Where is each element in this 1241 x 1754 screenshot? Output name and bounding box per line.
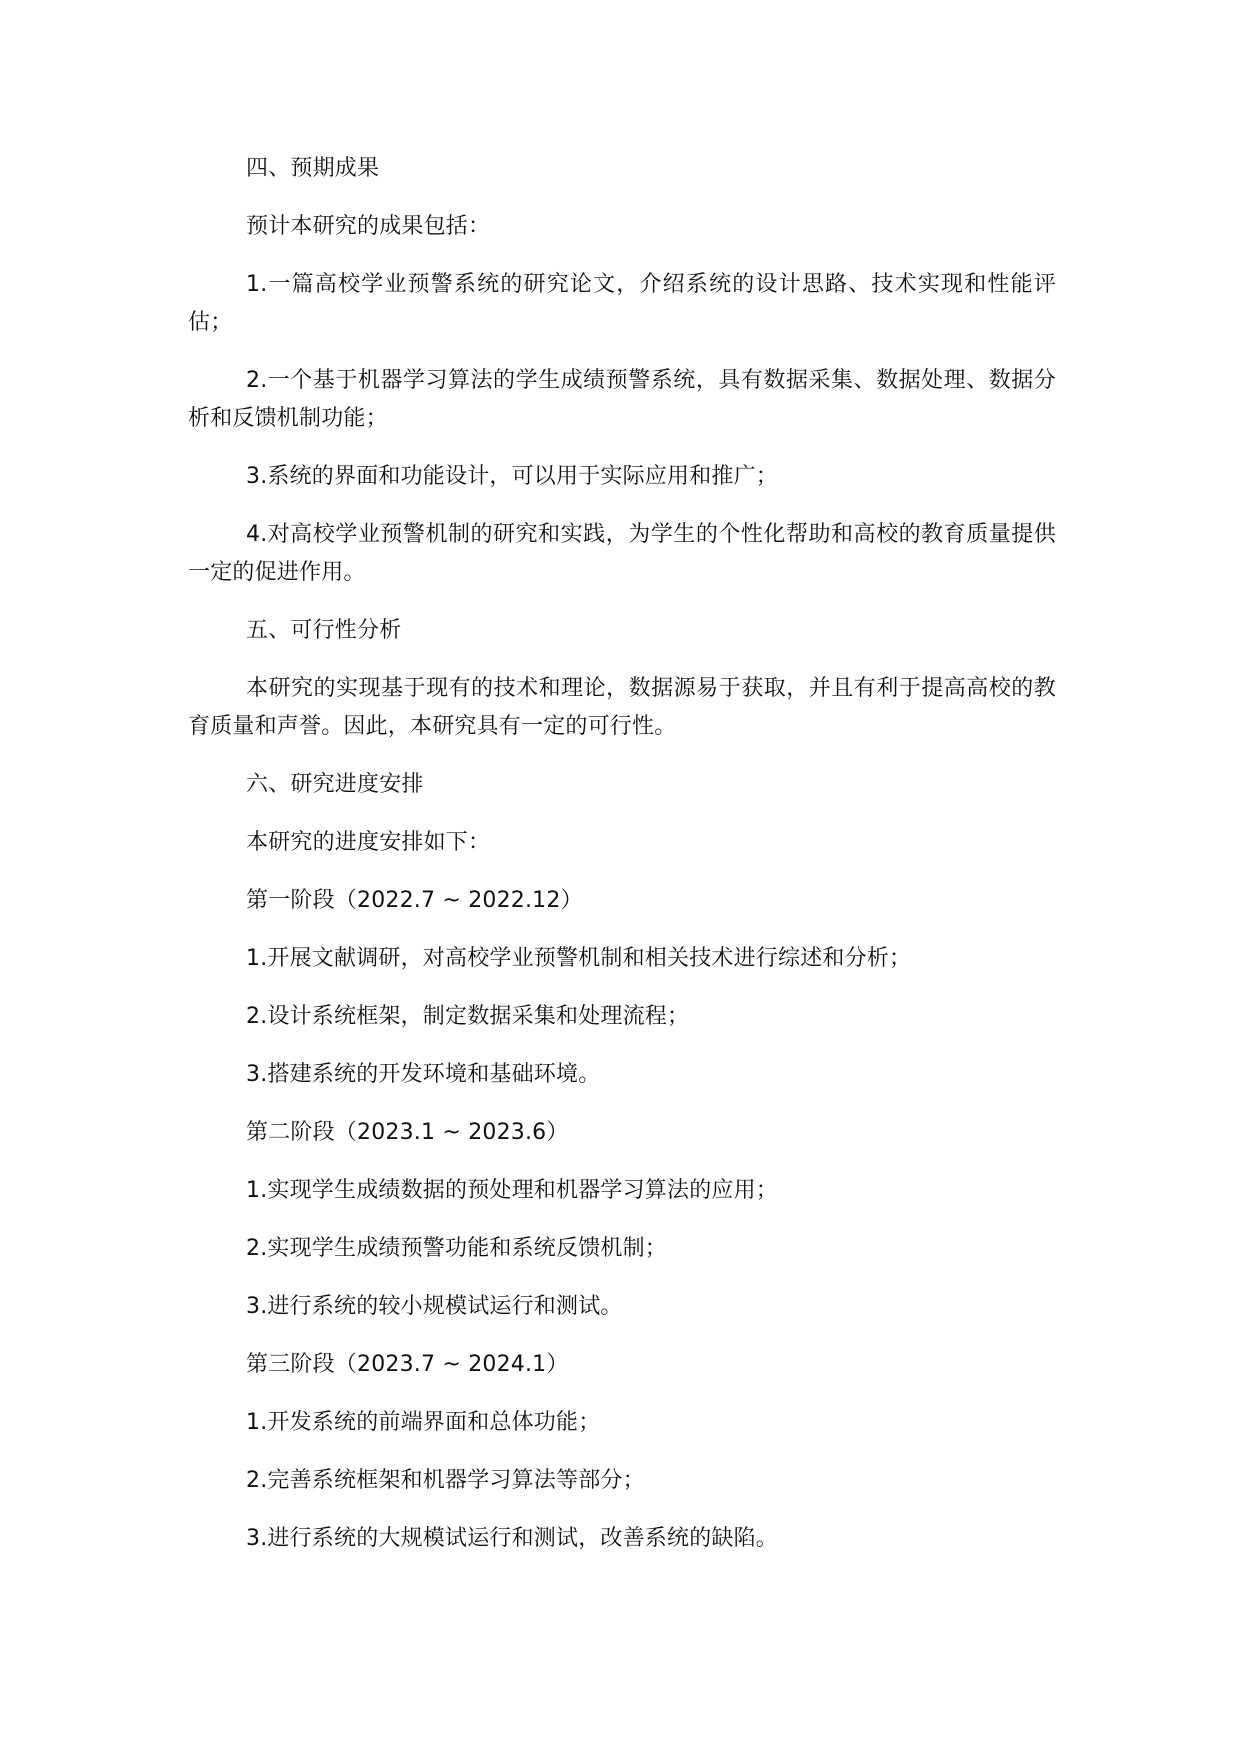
list-item: 1.开展文献调研，对高校学业预警机制和相关技术进行综述和分析； (246, 946, 912, 971)
list-item: 3.进行系统的较小规模试运行和测试。 (246, 1294, 623, 1319)
paragraph: 本研究的进度安排如下： (246, 830, 491, 855)
list-item: 4.对高校学业预警机制的研究和实践，为学生的个性化帮助和高校的教育质量提供一定的促进作用。 (188, 522, 1056, 585)
paragraph: 本研究的实现基于现有的技术和理论，数据源易于获取，并且有利于提高高校的教育质量和声誉。因此，本研究具有一定的可行性。 (188, 676, 1056, 739)
list-item: 1.开发系统的前端界面和总体功能； (246, 1410, 601, 1435)
list-item: 2.一个基于机器学习算法的学生成绩预警系统，具有数据采集、数据处理、数据分析和反馈机制功能； (188, 368, 1056, 431)
document-body (188, 150, 1056, 1558)
list-item: 1.实现学生成绩数据的预处理和机器学习算法的应用； (246, 1178, 778, 1203)
phase-heading: 第三阶段（2023.7 ~ 2024.1） (246, 1352, 569, 1377)
list-item: 3.进行系统的大规模试运行和测试，改善系统的缺陷。 (246, 1526, 778, 1551)
phase-heading: 第一阶段（2022.7 ~ 2022.12） (246, 888, 583, 913)
section-heading-feasibility: 五、可行性分析 (246, 618, 402, 643)
section-heading-expected-results: 四、预期成果 (246, 156, 380, 181)
list-item: 3.搭建系统的开发环境和基础环境。 (246, 1062, 601, 1087)
list-item: 2.设计系统框架，制定数据采集和处理流程； (246, 1004, 690, 1029)
list-item: 2.实现学生成绩预警功能和系统反馈机制； (246, 1236, 667, 1261)
list-item: 3.系统的界面和功能设计，可以用于实际应用和推广； (246, 464, 778, 489)
list-item: 2.完善系统框架和机器学习算法等部分； (246, 1468, 645, 1493)
list-item: 1.一篇高校学业预警系统的研究论文，介绍系统的设计思路、技术实现和性能评估； (188, 272, 1056, 335)
paragraph: 预计本研究的成果包括： (246, 214, 491, 239)
section-heading-schedule: 六、研究进度安排 (246, 772, 424, 797)
phase-heading: 第二阶段（2023.1 ~ 2023.6） (246, 1120, 569, 1145)
